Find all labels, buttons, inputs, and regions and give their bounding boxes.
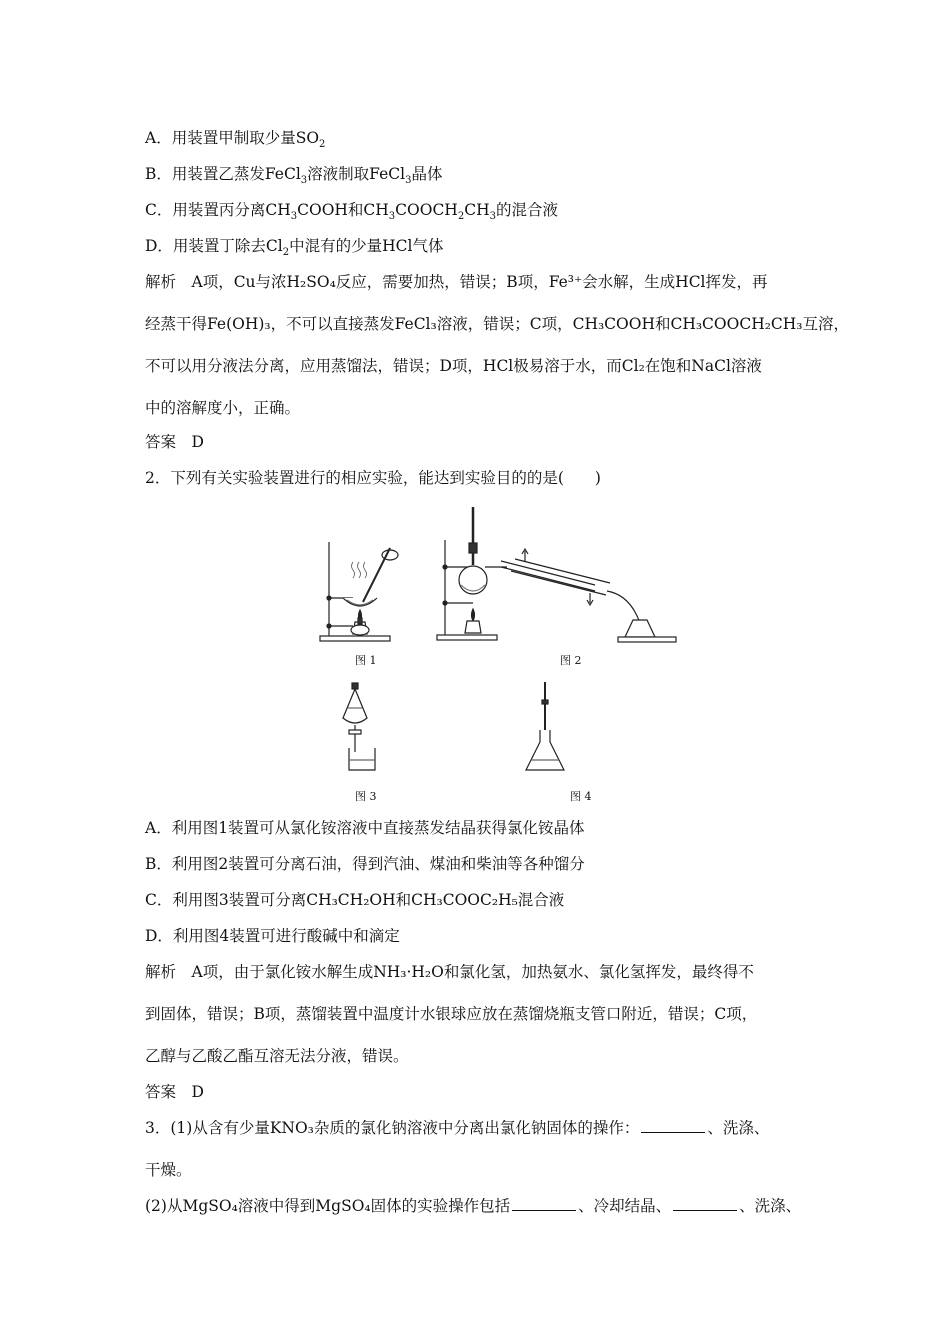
figure-2-caption: 图 2: [560, 654, 582, 667]
q1-option-a: [145, 128, 326, 151]
text: D．用装置丁除去Cl: [145, 237, 283, 255]
text: 、洗涤、: [739, 1197, 802, 1215]
text: (2)从MgSO₄溶液中得到MgSO₄固体的实验操作包括: [145, 1197, 511, 1215]
text: 的混合液: [495, 201, 558, 219]
text: 3．(1)从含有少量KNO₃杂质的氯化钠溶液中分离出氯化钠固体的操作：: [145, 1119, 640, 1137]
q3-part-2: [145, 1196, 801, 1216]
text: COOH和CH: [297, 201, 389, 219]
q2-option-d: D．利用图4装置可进行酸碱中和滴定: [145, 927, 400, 945]
figure-1-caption: 图 1: [355, 654, 377, 667]
figure-3-caption: 图 3: [355, 790, 377, 803]
figure-4-titration-apparatus: [520, 680, 570, 775]
sub: 3: [300, 175, 308, 187]
text: C．用装置丙分离CH: [145, 201, 291, 219]
text: 晶体: [411, 165, 443, 183]
q2-option-b: B．利用图2装置可分离石油，得到汽油、煤油和柴油等各种馏分: [145, 855, 585, 873]
sub: 3: [405, 175, 412, 187]
q3-part-1-cont: 干燥。: [145, 1161, 192, 1179]
q2-explanation-2: 到固体，错误；B项，蒸馏装置中温度计水银球应放在蒸馏烧瓶支管口附近，错误；C项，: [145, 1005, 758, 1023]
q1-explanation-3: 不可以用分液法分离，应用蒸馏法，错误；D项，HCl极易溶于水，而Cl₂在饱和NaCl溶液: [145, 357, 762, 375]
text: COOCH: [395, 201, 458, 219]
q1-option-d: [145, 236, 444, 259]
figure-2-distillation-apparatus: [435, 505, 680, 650]
text: 溶液制取FeCl: [307, 165, 406, 183]
sub: 2: [282, 247, 290, 259]
q2-option-c: C．利用图3装置可分离CH₃CH₂OH和CH₃COOC₂H₅混合液: [145, 891, 565, 909]
text: CH: [464, 201, 490, 219]
sub: 3: [290, 211, 298, 223]
q1-option-c: [145, 200, 558, 223]
q1-option-a-text: A．用装置甲制取少量SO: [145, 129, 320, 147]
q1-answer: 答案 D: [145, 433, 204, 451]
answer-blank[interactable]: [641, 1118, 705, 1133]
answer-blank[interactable]: [673, 1196, 737, 1211]
q1-explanation-2: 经蒸干得Fe(OH)₃，不可以直接蒸发FeCl₃溶液，错误；C项，CH₃COOH和CH₃COOCH₂CH₃互溶，: [145, 315, 850, 333]
q2-explanation-3: 乙醇与乙酸乙酯互溶无法分液，错误。: [145, 1047, 409, 1065]
text: 、洗涤、: [707, 1119, 770, 1137]
figure-1-evaporation-apparatus: [315, 530, 425, 650]
q1-explanation-4: 中的溶解度小，正确。: [145, 399, 301, 417]
q2-answer: 答案 D: [145, 1083, 204, 1101]
figure-4-caption: 图 4: [570, 790, 592, 803]
answer-blank[interactable]: [512, 1196, 576, 1211]
figure-3-separatory-funnel: [335, 680, 395, 775]
sub: 3: [489, 211, 496, 223]
sub: 2: [457, 211, 465, 223]
text: 、冷却结晶、: [578, 1197, 672, 1215]
sub: 2: [319, 139, 326, 151]
q3-part-1: [145, 1118, 769, 1138]
q2-option-a: A．利用图1装置可从氯化铵溶液中直接蒸发结晶获得氯化铵晶体: [145, 819, 585, 837]
sub: 3: [388, 211, 396, 223]
apparatus-figures: [300, 500, 660, 810]
q1-explanation-1: 解析 A项，Cu与浓H₂SO₄反应，需要加热，错误；B项，Fe³⁺会水解，生成HCl挥发，再: [145, 273, 768, 291]
text: B．用装置乙蒸发FeCl: [145, 165, 301, 183]
q2-stem: 2．下列有关实验装置进行的相应实验，能达到实验目的的是( ): [145, 469, 601, 487]
text: 中混有的少量HCl气体: [289, 237, 444, 255]
q1-option-b: [145, 164, 443, 187]
q2-explanation-1: 解析 A项，由于氯化铵水解生成NH₃·H₂O和氯化氢，加热氨水、氯化氢挥发，最终得不: [145, 963, 754, 981]
